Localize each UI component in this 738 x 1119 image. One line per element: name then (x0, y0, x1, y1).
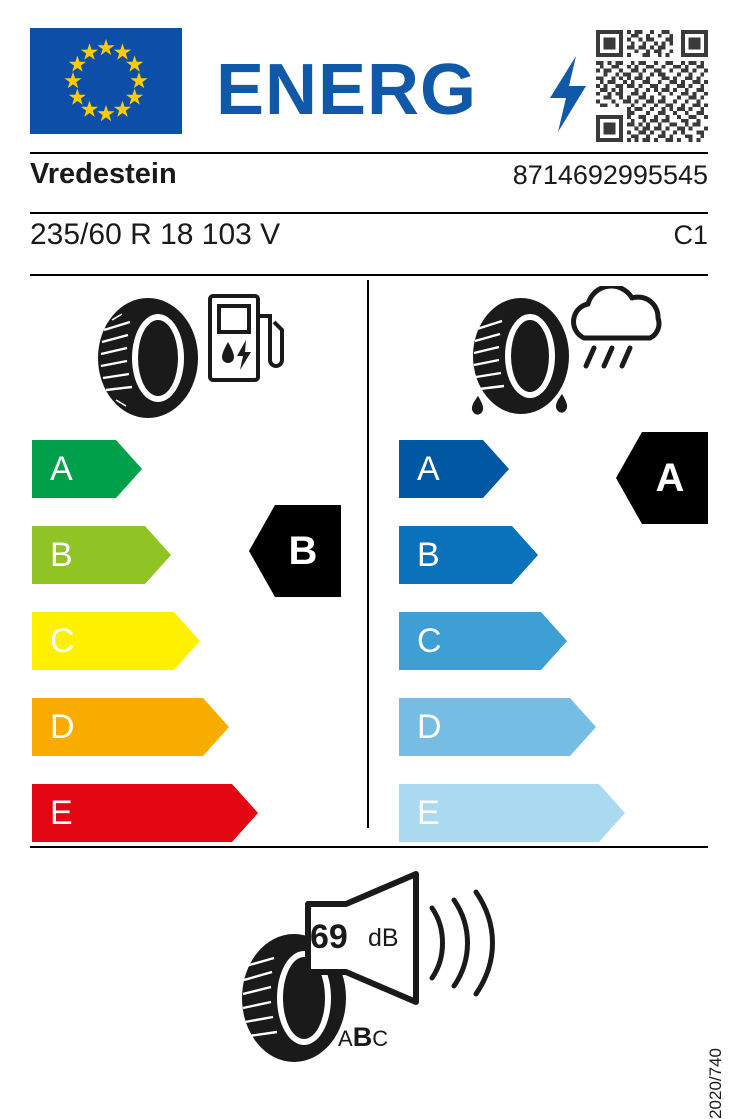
wet-grip-grade-letter: B (417, 536, 440, 574)
fuel-pump-icon (208, 290, 284, 387)
fuel-grade-row (32, 784, 258, 842)
wet-grip-grade: A (655, 456, 685, 500)
eu-flag-icon (30, 28, 182, 134)
wet-grip-grade-letter: A (417, 450, 440, 488)
noise-class-c: C (372, 1026, 389, 1051)
brand-row (30, 158, 708, 204)
noise-class-b-selected: B (352, 1022, 373, 1052)
divider-size (30, 274, 708, 276)
qr-code-icon (596, 30, 708, 142)
noise-value: 69 (310, 918, 348, 956)
wet-grip-grade-row (399, 612, 567, 670)
regulation-code: 2020/740 (706, 1048, 725, 1119)
energy-wordmark: ENERG (216, 50, 478, 130)
wet-grip-grade-letter: E (417, 794, 440, 832)
ean-code: 8714692995545 (512, 160, 708, 190)
wet-grip-grade-row (399, 440, 509, 498)
fuel-grade-letter: B (50, 536, 73, 574)
noise-class-a: A (338, 1026, 353, 1051)
fuel-efficiency-marker (249, 505, 341, 597)
rain-cloud-icon (560, 286, 674, 387)
fuel-grade-letter: C (50, 622, 75, 660)
fuel-grade-row (32, 526, 171, 584)
speaker-icon (288, 868, 428, 1013)
wet-grip-marker (616, 432, 708, 524)
tyre-class: C1 (673, 220, 708, 250)
fuel-grade-letter: A (50, 450, 73, 488)
divider-noise (30, 846, 708, 848)
fuel-grade-row (32, 612, 200, 670)
noise-class-scale (338, 1022, 388, 1053)
sound-waves-icon (424, 888, 504, 1003)
fuel-efficiency-grade: B (288, 529, 318, 573)
fuel-grade-row (32, 698, 229, 756)
wet-grip-grade-letter: D (417, 708, 442, 746)
fuel-grade-letter: D (50, 708, 75, 746)
divider-vertical (367, 280, 369, 828)
tyre-size-row (30, 218, 708, 264)
divider-header (30, 152, 708, 154)
lightning-bolt-icon (546, 56, 590, 132)
fuel-grade-row (32, 440, 142, 498)
wet-grip-grade-row (399, 698, 596, 756)
wet-grip-grade-row (399, 526, 538, 584)
divider-brand (30, 212, 708, 214)
fuel-grade-letter: E (50, 794, 73, 832)
wet-grip-grade-row (399, 784, 625, 842)
tyre-size: 235/60 R 18 103 V (30, 218, 281, 251)
tyre-icon (96, 296, 200, 425)
wet-grip-grade-letter: C (417, 622, 442, 660)
noise-unit: dB (368, 924, 399, 952)
brand-name: Vredestein (30, 158, 177, 190)
label-header (30, 28, 708, 140)
